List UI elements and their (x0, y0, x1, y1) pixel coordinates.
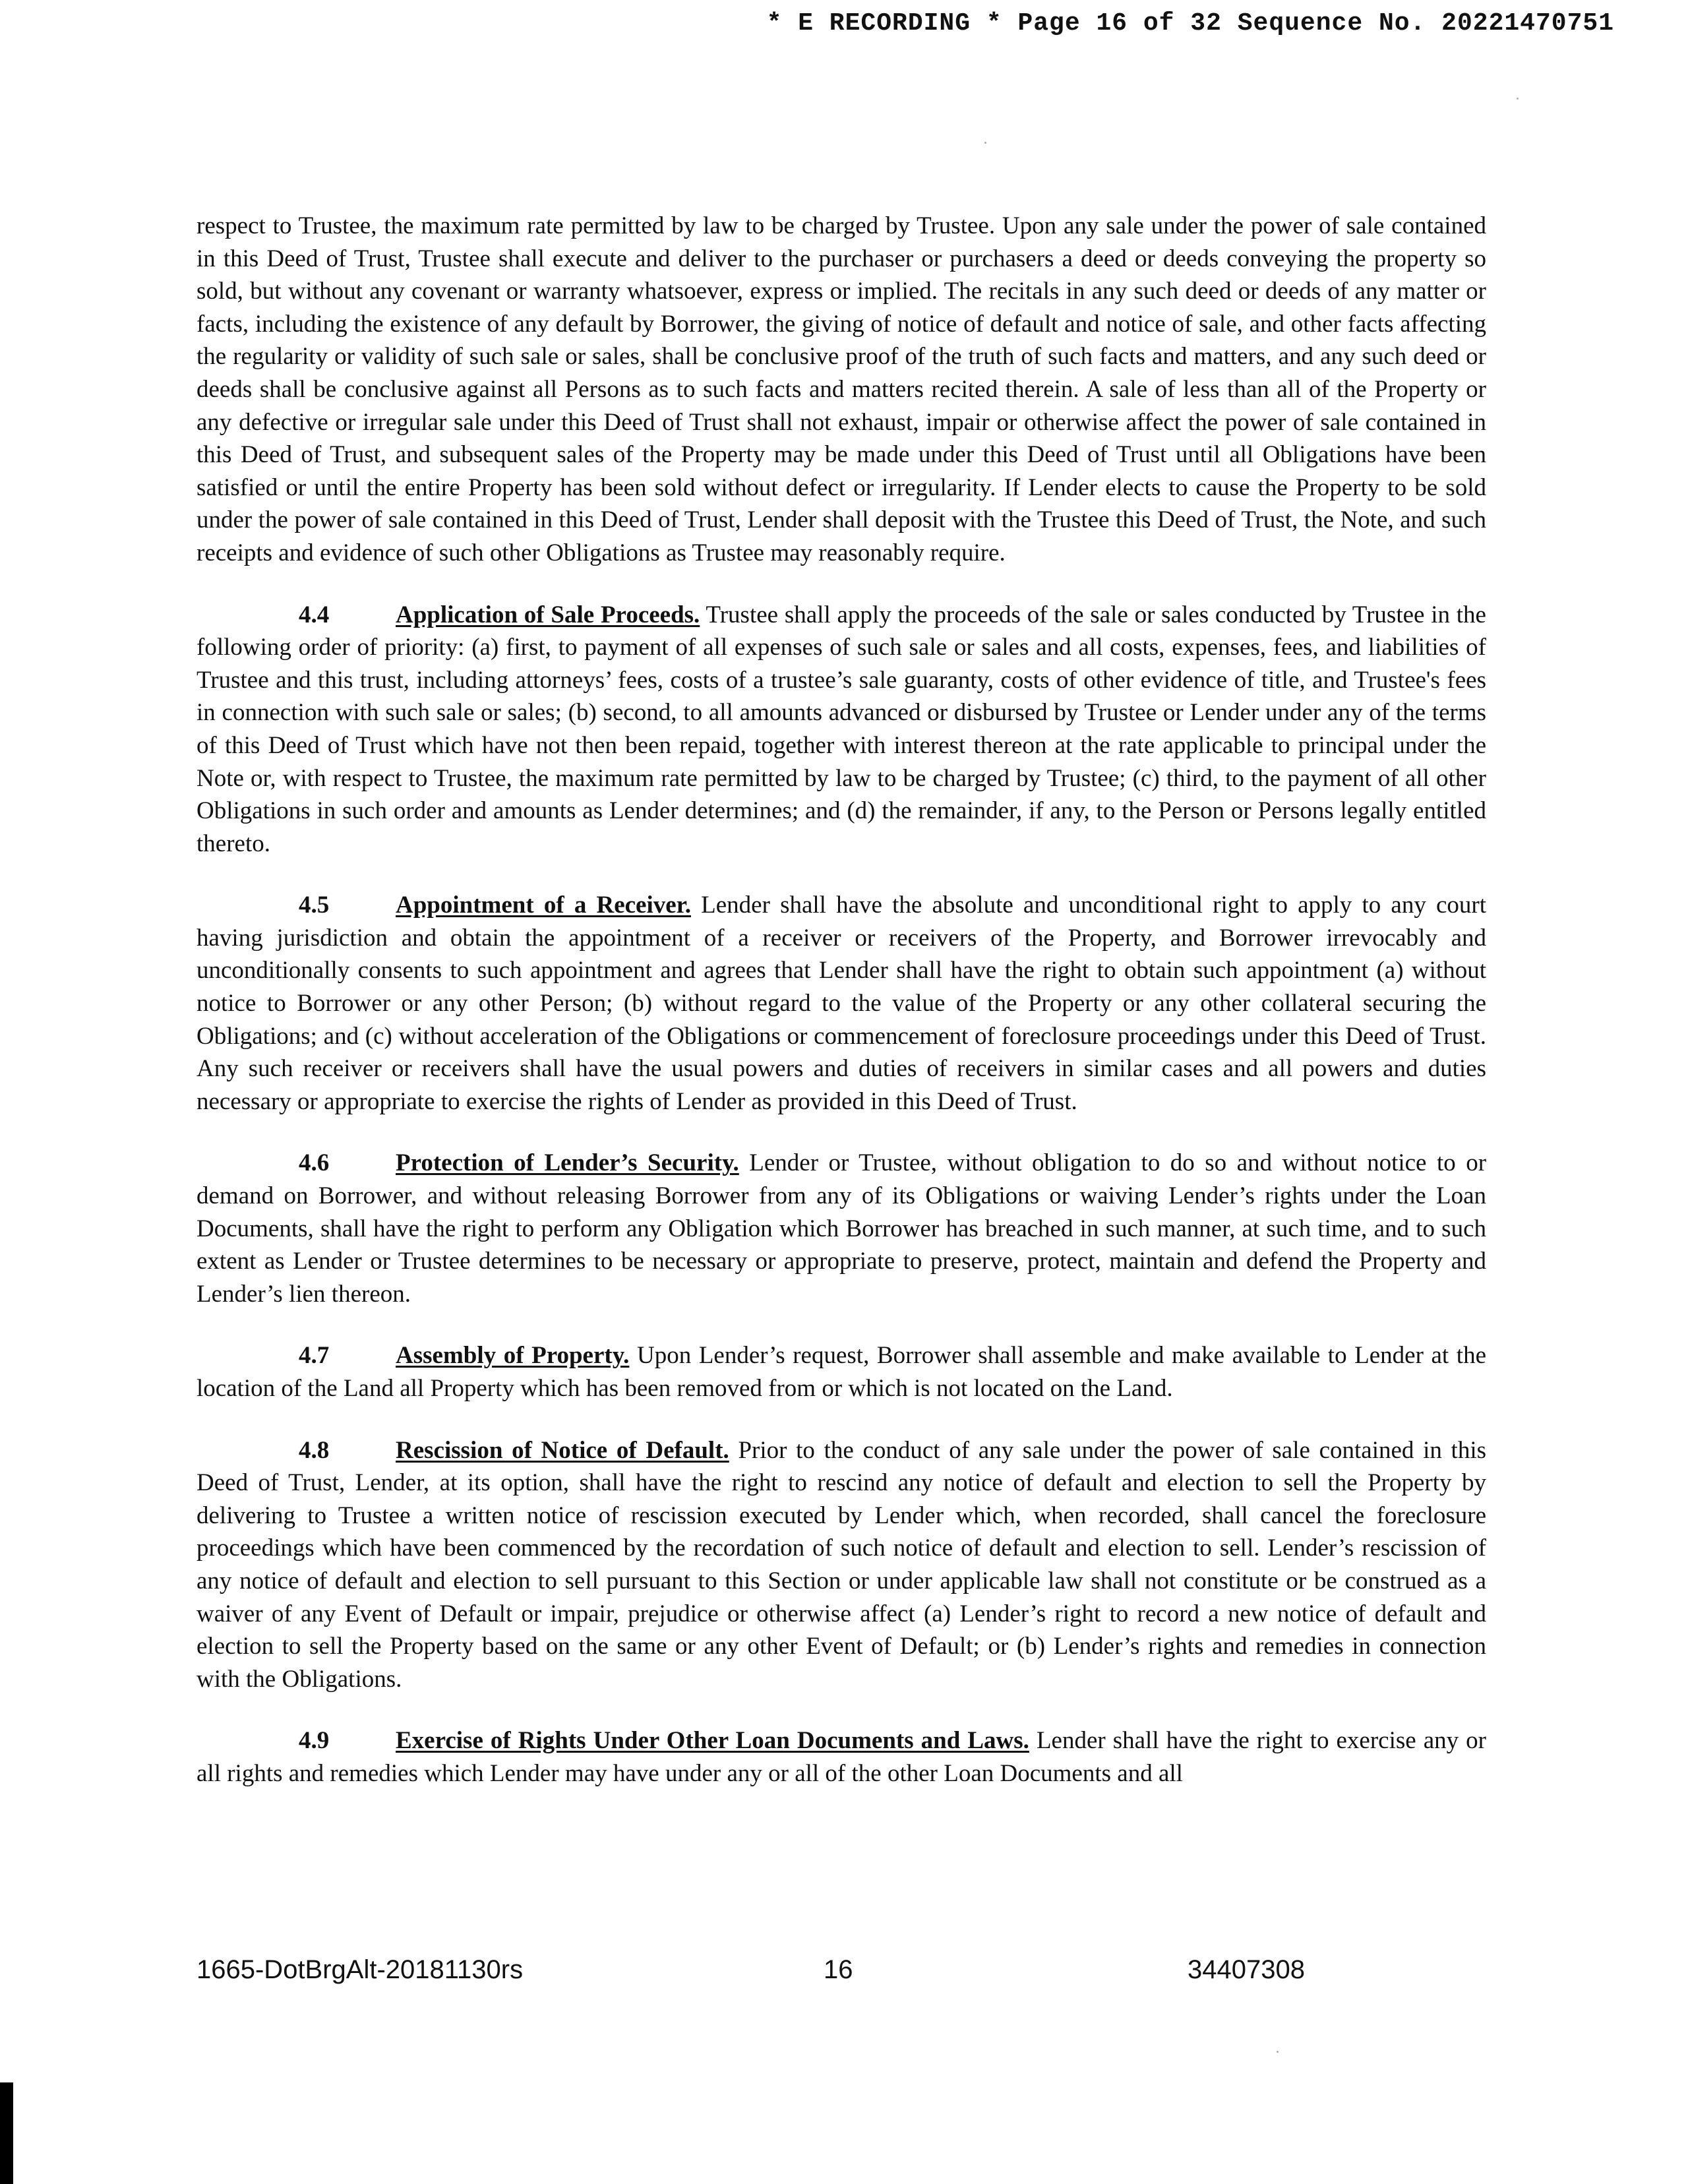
section-heading: Rescission of Notice of Default. (396, 1436, 729, 1464)
section-text: Trustee shall apply the proceeds of the sale or sales conducted by Trustee in the following order of priority: (a) first, to payment of all expenses of such sale or sales and all costs, expenses, fees, and liabilities of Trustee and this trust, including attorneys’ fees, costs of a trustee’s sale guaranty, costs of other evidence of title, and Trustee's fees in connection with such sale or sales; (b) second, to all amounts advanced or disbursed by Trustee or Lender under any of the terms of this Deed of Trust which have not then been repaid, together with interest thereon at the rate applicable to principal under the Note or, with respect to Trustee, the maximum rate permitted by law to be charged by Trustee; (c) third, to the payment of all other Obligations in such order and amounts as Lender determines; and (d) the remainder, if any, to the Person or Persons legally entitled thereto. (196, 601, 1486, 857)
section-text: Lender shall have the right to exercise any or all rights and remedies which Lender may have under any or all of the other Loan Documents and all (196, 1727, 1486, 1787)
footer-page-number: 16 (824, 1955, 853, 1984)
scan-speck (984, 142, 986, 144)
section-4-9 (196, 1724, 1486, 1790)
section-number: 4.8 (299, 1436, 330, 1464)
footer-doc-code: 1665-DotBrgAlt-20181130rs (196, 1955, 524, 1984)
page-footer (196, 1955, 1317, 1988)
section-text: Prior to the conduct of any sale under the power of sale contained in this Deed of Trust, Lender, at its option, shall have the right to rescind any notice of default and election to sell the Property by delivering to Trustee a written notice of rescission executed by Lender which, when recorded, shall cancel the foreclosure proceedings which have been commenced by the recordation of such notice of default and election to sell. Lender’s rescission of any notice of default and election to sell pursuant to this Section or under applicable law shall not constitute or be construed as a waiver of any Event of Default or impair, prejudice or otherwise affect (a) Lender’s right to record a new notice of default and election to sell the Property based on the same or any other Event of Default; or (b) Lender’s rights and remedies in connection with the Obligations. (196, 1436, 1486, 1693)
section-4-5 (196, 889, 1486, 1118)
intro-paragraph: respect to Trustee, the maximum rate permitted by law to be charged by Trustee. Upon any sale under the power of sale contained in this Deed of Trust, Trustee shall execute and deliver to the purchaser or purchasers a deed or deeds conveying the property so sold, but without any covenant or warranty whatsoever, express or implied. The recitals in any such deed or deeds of any matter or facts, including the existence of any default by Borrower, the giving of notice of default and notice of sale, and other facts affecting the regularity or validity of such sale or sales, shall be conclusive proof of the truth of such facts and matters, and any such deed or deeds shall be conclusive against all Persons as to such facts and matters recited therein. A sale of less than all of the Property or any defective or irregular sale under this Deed of Trust shall not exhaust, impair or otherwise affect the power of sale contained in this Deed of Trust, and subsequent sales of the Property may be made under this Deed of Trust until all Obligations have been satisfied or until the entire Property has been sold without defect or irregularity. If Lender elects to cause the Property to be sold under the power of sale contained in this Deed of Trust, Lender shall deposit with the Trustee this Deed of Trust, the Note, and such receipts and evidence of such other Obligations as Trustee may reasonably require. (196, 212, 1486, 566)
section-text: Upon Lender’s request, Borrower shall assemble and make available to Lender at the location of the Land all Property which has been removed from or which is not located on the Land. (196, 1342, 1487, 1402)
section-heading: Appointment of a Receiver. (396, 892, 691, 919)
section-number: 4.4 (299, 601, 330, 628)
scan-speck (1277, 2051, 1279, 2053)
section-number: 4.7 (299, 1342, 330, 1370)
section-4-8 (196, 1434, 1486, 1696)
section-number: 4.6 (299, 1149, 330, 1177)
section-heading: Application of Sale Proceeds. (396, 601, 700, 628)
section-4-6 (196, 1147, 1486, 1310)
scan-edge-mark (0, 2082, 13, 2184)
footer-doc-id: 34407308 (1188, 1955, 1305, 1984)
section-heading: Assembly of Property. (396, 1342, 630, 1370)
scan-speck (1517, 98, 1519, 100)
section-4-7 (196, 1339, 1486, 1405)
recording-header: * E RECORDING * Page 16 of 32 Sequence No. 20221470751 (766, 9, 1614, 38)
section-number: 4.9 (299, 1727, 330, 1755)
section-heading: Protection of Lender’s Security. (396, 1149, 739, 1177)
section-text: Lender shall have the absolute and unconditional right to apply to any court having jurisdiction and obtain the appointment of a receiver or receivers of the Property, and Borrower irrevocably and unconditionally consents to such appointment and agrees that Lender shall have the right to obtain such appointment (a) without notice to Borrower or any other Person; (b) without regard to the value of the Property or any other collateral securing the Obligations; and (c) without acceleration of the Obligations or commencement of foreclosure proceedings under this Deed of Trust. Any such receiver or receivers shall have the usual powers and duties of receivers in similar cases and all powers and duties necessary or appropriate to exercise the rights of Lender as provided in this Deed of Trust. (196, 892, 1487, 1115)
section-heading: Exercise of Rights Under Other Loan Documents and Laws. (396, 1727, 1029, 1755)
section-number: 4.5 (299, 892, 330, 919)
section-text: Lender or Trustee, without obligation to do so and without notice to or demand on Borrower, and without releasing Borrower from any of its Obligations or waiving Lender’s rights under the Loan Documents, shall have the right to perform any Obligation which Borrower has breached in such manner, at such time, and to such extent as Lender or Trustee determines to be necessary or appropriate to preserve, protect, maintain and defend the Property and Lender’s lien thereon. (196, 1149, 1487, 1308)
document-body (196, 210, 1486, 1819)
section-4-4 (196, 599, 1486, 861)
